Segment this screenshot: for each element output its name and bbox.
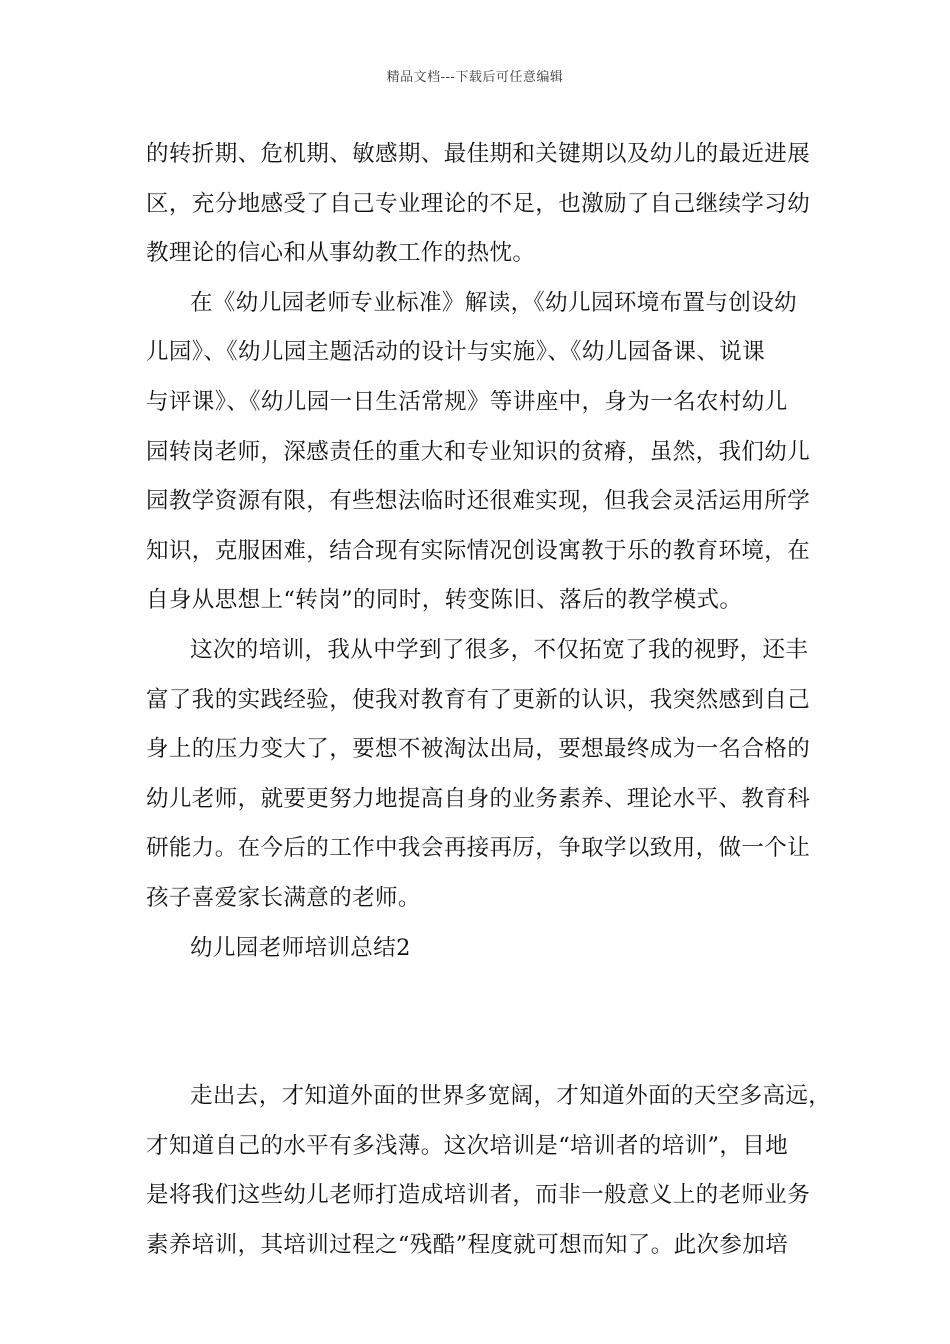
text-line: 的转折期、危机期、敏感期、最佳期和关键期以及幼儿的最近进展	[146, 141, 811, 167]
page-header: 精品文档---下载后可任意编辑	[386, 70, 564, 85]
text-line: 知识，克服困难，结合现有实际情况创设寓教于乐的教育环境，在	[146, 537, 811, 564]
text-line: 与评课》、《幼儿园一日生活常规》等讲座中，身为一名农村幼儿	[146, 388, 788, 415]
text-line: 是将我们这些幼儿老师打造成培训者，而非一般意义上的老师业务	[146, 1182, 811, 1209]
document-body	[146, 130, 832, 1270]
text-line: 教理论的信心和从事幼教工作的热忱。	[146, 240, 536, 267]
paragraph-first-line: 这次的培训，我从中学到了很多，不仅拓宽了我的视野，还丰	[190, 636, 809, 663]
text-line: 富了我的实践经验，使我对教育有了更新的认识，我突然感到自己	[146, 686, 811, 713]
text-line: 才知道自己的水平有多浅薄。这次培训是“培训者的培训”，目地	[146, 1132, 789, 1159]
text-line: 身上的压力变大了，要想不被淘汰出局，要想最终成为一名合格的	[146, 736, 811, 763]
text-line: 幼儿老师，就要更努力地提高自身的业务素养、理论水平、教育科	[146, 785, 811, 812]
paragraph-first-line: 在《幼儿园老师专业标准》解读，《幼儿园环境布置与创设幼	[190, 289, 798, 316]
paragraph-first-line: 走出去，才知道外面的世界多宽阔，才知道外面的天空多高远，	[190, 1083, 832, 1110]
text-line: 素养培训，其培训过程之“残酷”程度就可想而知了。此次参加培	[146, 1231, 789, 1258]
text-line: 研能力。在今后的工作中我会再接再厉，争取学以致用，做一个让	[146, 835, 811, 862]
blank-space	[146, 973, 826, 1072]
section-heading: 幼儿园老师培训总结2	[190, 934, 411, 961]
text-line: 园转岗老师，深感责任的重大和专业知识的贫瘠，虽然，我们幼儿	[146, 438, 811, 465]
text-line: 孩子喜爱家长满意的老师。	[146, 884, 421, 911]
text-line: 园教学资源有限，有些想法临时还很难实现，但我会灵活运用所学	[146, 488, 811, 515]
text-line: 自身从思想上“转岗”的同时，转变陈旧、落后的教学模式。	[146, 587, 743, 614]
text-line: 儿园》、《幼儿园主题活动的设计与实施》、《幼儿园备课、说课	[146, 339, 766, 366]
text-line: 区，充分地感受了自己专业理论的不足，也激励了自己继续学习幼	[146, 190, 811, 217]
